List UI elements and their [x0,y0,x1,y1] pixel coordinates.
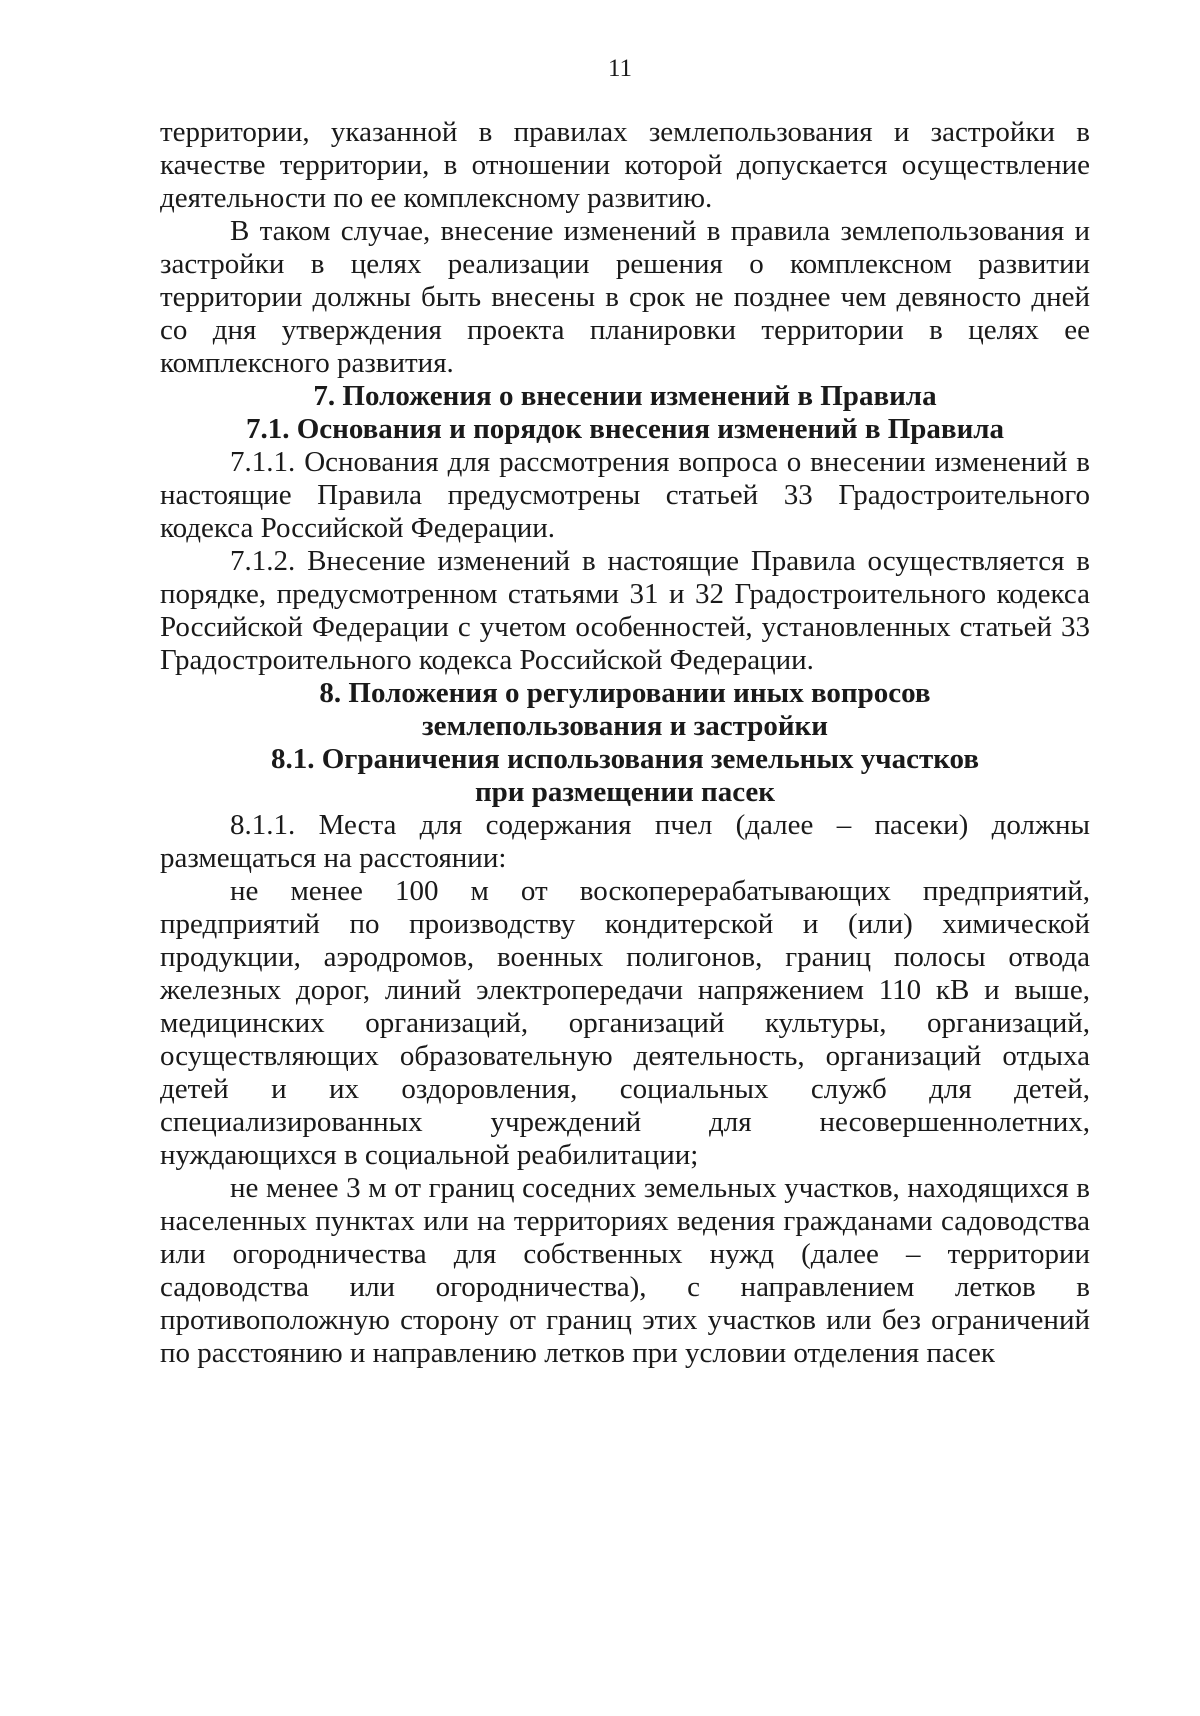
paragraph-distance-3m: не менее 3 м от границ соседних земельных участков, находящихся в населенных пунктах или на территориях ведения гражданами садоводства или огородничества для собственных нужд (далее – территории садоводства или огородничества), с направлением летков в противоположную сторону от границ этих участков или без ограничений по расстоянию и направлению летков при условии отделения пасек [160,1172,1090,1369]
paragraph-7-1-2: 7.1.2. Внесение изменений в настоящие Правила осуществляется в порядке, предусмотренном статьями 31 и 32 Градостроительного кодекса Российской Федерации с учетом особенностей, установленных статьей 33 Градостроительного кодекса Российской Федерации. [160,545,1090,676]
section-heading-8-1 [160,743,1090,809]
section-heading-8-line-1: 8. Положения о регулировании иных вопросов [319,677,931,709]
section-heading-8 [160,677,1090,743]
document-body [160,116,1090,1370]
paragraph-continuation: территории, указанной в правилах землепользования и застройки в качестве территории, в отношении которой допускается осуществление деятельности по ее комплексному развитию. [160,116,1090,214]
section-heading-8-1-line-2: при размещении пасек [474,776,776,808]
paragraph-kompleksnoe-razvitie: В таком случае, внесение изменений в правила землепользования и застройки в целях реализации решения о комплексном развитии территории должны быть внесены в срок не позднее чем девяносто дней со дня утверждения проекта планировки территории в целях ее комплексного развития. [160,215,1090,379]
paragraph-8-1-1: 8.1.1. Места для содержания пчел (далее – пасеки) должны размещаться на расстоянии: [160,809,1090,874]
page-number: 11 [607,55,633,82]
section-heading-7: 7. Положения о внесении изменений в Правила [313,380,937,412]
section-heading-7-1: 7.1. Основания и порядок внесения изменений в Правила [245,413,1005,445]
paragraph-7-1-1: 7.1.1. Основания для рассмотрения вопроса о внесении изменений в настоящие Правила предусмотрены статьей 33 Градостроительного кодекса Российской Федерации. [160,446,1090,544]
section-heading-8-line-2: землепользования и застройки [422,710,828,742]
paragraph-distance-100m: не менее 100 м от воскоперерабатывающих предприятий, предприятий по производству кондитерской и (или) химической продукции, аэродромов, военных полигонов, границ полосы отвода железных дорог, линий электропередачи напряжением 110 кВ и выше, медицинских организаций, организаций культуры, организаций, осуществляющих образовательную деятельность, организаций отдыха детей и их оздоровления, социальных служб для детей, специализированных учреждений для несовершеннолетних, нуждающихся в социальной реабилитации; [160,875,1090,1171]
section-heading-8-1-line-1: 8.1. Ограничения использования земельных участков [271,743,979,775]
